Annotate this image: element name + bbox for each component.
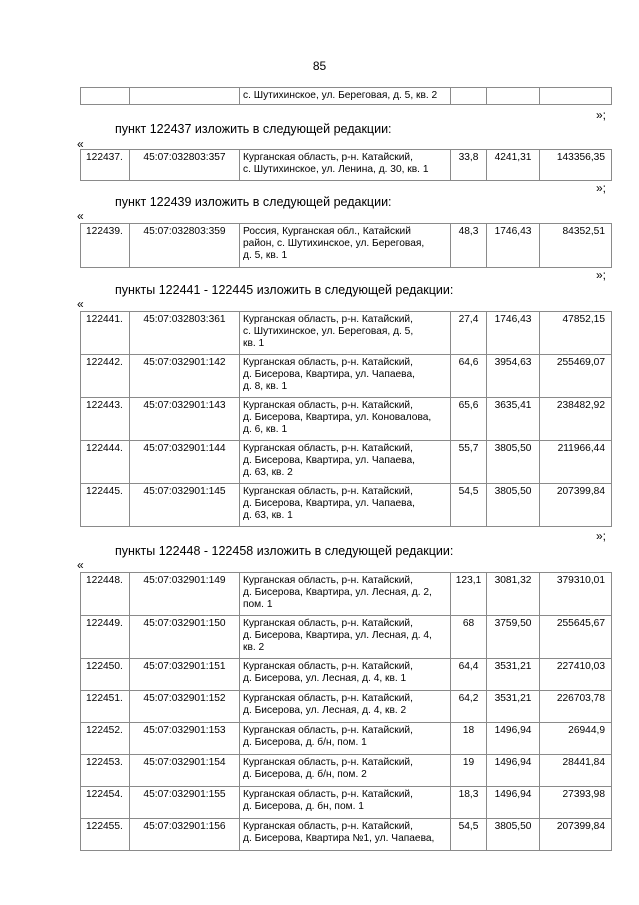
cell-address: Курганская область, р-н. Катайский, д. Бисерова, Квартира, ул. Чапаева, д. 8, кв. 1	[240, 355, 451, 398]
cell-area	[451, 88, 487, 105]
opening-quote: «	[77, 137, 84, 151]
cell-num: 122437.	[81, 150, 130, 181]
cell-area: 64,4	[451, 659, 487, 691]
cell-cadastral: 45:07:032803:357	[130, 150, 240, 181]
cell-area: 19	[451, 755, 487, 787]
cell-address: Курганская область, р-н. Катайский, д. Бисерова, Квартира, ул. Чапаева, д. 63, кв. 2	[240, 441, 451, 484]
closing-quote: »;	[596, 529, 607, 543]
cell-cadastral: 45:07:032901:143	[130, 398, 240, 441]
cell-rate	[487, 88, 540, 105]
closing-quote: »;	[596, 181, 607, 195]
opening-quote: «	[77, 297, 84, 311]
cell-value: 28441,84	[540, 755, 612, 787]
table-row	[81, 150, 612, 181]
cell-rate: 3531,21	[487, 691, 540, 723]
cell-cadastral: 45:07:032901:149	[130, 573, 240, 616]
cell-cadastral: 45:07:032901:142	[130, 355, 240, 398]
cell-area: 33,8	[451, 150, 487, 181]
cell-num: 122449.	[81, 616, 130, 659]
cell-num: 122441.	[81, 312, 130, 355]
cell-area: 48,3	[451, 224, 487, 268]
cell-rate: 1746,43	[487, 224, 540, 268]
cell-address: Курганская область, р-н. Катайский, д. Бисерова, д. б/н, пом. 1	[240, 723, 451, 755]
section-instruction: пункты 122441 - 122445 изложить в следующей редакции:	[115, 283, 454, 297]
amendment-table	[80, 311, 612, 527]
cell-rate: 1496,94	[487, 787, 540, 819]
table-row	[81, 88, 612, 105]
cell-num: 122452.	[81, 723, 130, 755]
cell-address: Курганская область, р-н. Катайский, с. Шутихинское, ул. Береговая, д. 5, кв. 1	[240, 312, 451, 355]
table-row	[81, 659, 612, 691]
section-instruction: пункт 122437 изложить в следующей редакции:	[115, 122, 392, 136]
table-row	[81, 819, 612, 851]
cell-rate: 3805,50	[487, 441, 540, 484]
cell-value: 238482,92	[540, 398, 612, 441]
table-row	[81, 484, 612, 527]
cell-num: 122454.	[81, 787, 130, 819]
cell-rate: 1746,43	[487, 312, 540, 355]
table-row	[81, 441, 612, 484]
cell-value: 47852,15	[540, 312, 612, 355]
table-row	[81, 755, 612, 787]
cell-address: Курганская область, р-н. Катайский, д. Бисерова, Квартира №1, ул. Чапаева,	[240, 819, 451, 851]
cell-rate: 3759,50	[487, 616, 540, 659]
cell-num: 122442.	[81, 355, 130, 398]
cell-value: 143356,35	[540, 150, 612, 181]
cell-area: 123,1	[451, 573, 487, 616]
cell-area: 64,6	[451, 355, 487, 398]
cell-cadastral: 45:07:032803:359	[130, 224, 240, 268]
cell-cadastral: 45:07:032901:155	[130, 787, 240, 819]
cell-value: 255469,07	[540, 355, 612, 398]
cell-area: 27,4	[451, 312, 487, 355]
cell-area: 54,5	[451, 484, 487, 527]
cell-address: Курганская область, р-н. Катайский, д. Бисерова, ул. Лесная, д. 4, кв. 2	[240, 691, 451, 723]
cell-num: 122439.	[81, 224, 130, 268]
cell-area: 64,2	[451, 691, 487, 723]
cell-rate: 3805,50	[487, 819, 540, 851]
table-row	[81, 723, 612, 755]
cell-cadastral: 45:07:032901:156	[130, 819, 240, 851]
cell-address: Курганская область, р-н. Катайский, д. Бисерова, д. б/н, пом. 2	[240, 755, 451, 787]
cell-num: 122450.	[81, 659, 130, 691]
table-row	[81, 312, 612, 355]
cell-value: 255645,67	[540, 616, 612, 659]
amendment-table	[80, 572, 612, 851]
cell-value: 26944,9	[540, 723, 612, 755]
cell-rate: 4241,31	[487, 150, 540, 181]
table-row	[81, 398, 612, 441]
cell-num: 122451.	[81, 691, 130, 723]
section-instruction: пункт 122439 изложить в следующей редакции:	[115, 195, 392, 209]
cell-value: 227410,03	[540, 659, 612, 691]
cell-area: 54,5	[451, 819, 487, 851]
table-row	[81, 787, 612, 819]
table-row	[81, 573, 612, 616]
table-row	[81, 355, 612, 398]
cell-value: 207399,84	[540, 484, 612, 527]
cell-rate: 1496,94	[487, 723, 540, 755]
cell-value: 379310,01	[540, 573, 612, 616]
table-row	[81, 616, 612, 659]
cell-rate: 3954,63	[487, 355, 540, 398]
cell-address: Курганская область, р-н. Катайский, д. Бисерова, Квартира, ул. Чапаева, д. 63, кв. 1	[240, 484, 451, 527]
cell-num: 122455.	[81, 819, 130, 851]
opening-quote: «	[77, 558, 84, 572]
cell-value: 84352,51	[540, 224, 612, 268]
section-instruction: пункты 122448 - 122458 изложить в следующей редакции:	[115, 544, 454, 558]
cell-cadastral: 45:07:032901:145	[130, 484, 240, 527]
cell-address: Курганская область, р-н. Катайский, д. Бисерова, д. бн, пом. 1	[240, 787, 451, 819]
cell-num: 122453.	[81, 755, 130, 787]
cell-rate: 3805,50	[487, 484, 540, 527]
cell-address: Курганская область, р-н. Катайский, с. Шутихинское, ул. Ленина, д. 30, кв. 1	[240, 150, 451, 181]
continuation-table	[80, 87, 612, 105]
opening-quote: «	[77, 209, 84, 223]
cell-cadastral: 45:07:032901:152	[130, 691, 240, 723]
cell-area: 18	[451, 723, 487, 755]
cell-value: 226703,78	[540, 691, 612, 723]
table-row	[81, 691, 612, 723]
cell-num: 122444.	[81, 441, 130, 484]
cell-address: Россия, Курганская обл., Катайский район, с. Шутихинское, ул. Береговая, д. 5, кв. 1	[240, 224, 451, 268]
cell-rate: 3531,21	[487, 659, 540, 691]
cell-value: 211966,44	[540, 441, 612, 484]
cell-value: 207399,84	[540, 819, 612, 851]
cell-cadastral: 45:07:032901:144	[130, 441, 240, 484]
cell-cadastral	[130, 88, 240, 105]
amendment-table	[80, 149, 612, 181]
page-number: 85	[312, 59, 327, 73]
closing-quote: »;	[596, 268, 607, 282]
cell-cadastral: 45:07:032901:150	[130, 616, 240, 659]
cell-num: 122448.	[81, 573, 130, 616]
cell-num: 122445.	[81, 484, 130, 527]
cell-cadastral: 45:07:032901:154	[130, 755, 240, 787]
cell-address: Курганская область, р-н. Катайский, д. Бисерова, Квартира, ул. Лесная, д. 2, пом. 1	[240, 573, 451, 616]
cell-cadastral: 45:07:032901:153	[130, 723, 240, 755]
cell-num	[81, 88, 130, 105]
cell-value: 27393,98	[540, 787, 612, 819]
cell-area: 18,3	[451, 787, 487, 819]
cell-rate: 3635,41	[487, 398, 540, 441]
cell-rate: 1496,94	[487, 755, 540, 787]
cell-rate: 3081,32	[487, 573, 540, 616]
cell-area: 55,7	[451, 441, 487, 484]
cell-cadastral: 45:07:032901:151	[130, 659, 240, 691]
cell-cadastral: 45:07:032803:361	[130, 312, 240, 355]
cell-address: Курганская область, р-н. Катайский, д. Бисерова, Квартира, ул. Коновалова, д. 6, кв. 1	[240, 398, 451, 441]
cell-area: 68	[451, 616, 487, 659]
cell-value	[540, 88, 612, 105]
cell-address: с. Шутихинское, ул. Береговая, д. 5, кв. 2	[240, 88, 451, 105]
amendment-table	[80, 223, 612, 268]
table-row	[81, 224, 612, 268]
cell-address: Курганская область, р-н. Катайский, д. Бисерова, Квартира, ул. Лесная, д. 4, кв. 2	[240, 616, 451, 659]
cell-address: Курганская область, р-н. Катайский, д. Бисерова, ул. Лесная, д. 4, кв. 1	[240, 659, 451, 691]
cell-num: 122443.	[81, 398, 130, 441]
cell-area: 65,6	[451, 398, 487, 441]
closing-quote: »;	[596, 108, 607, 122]
